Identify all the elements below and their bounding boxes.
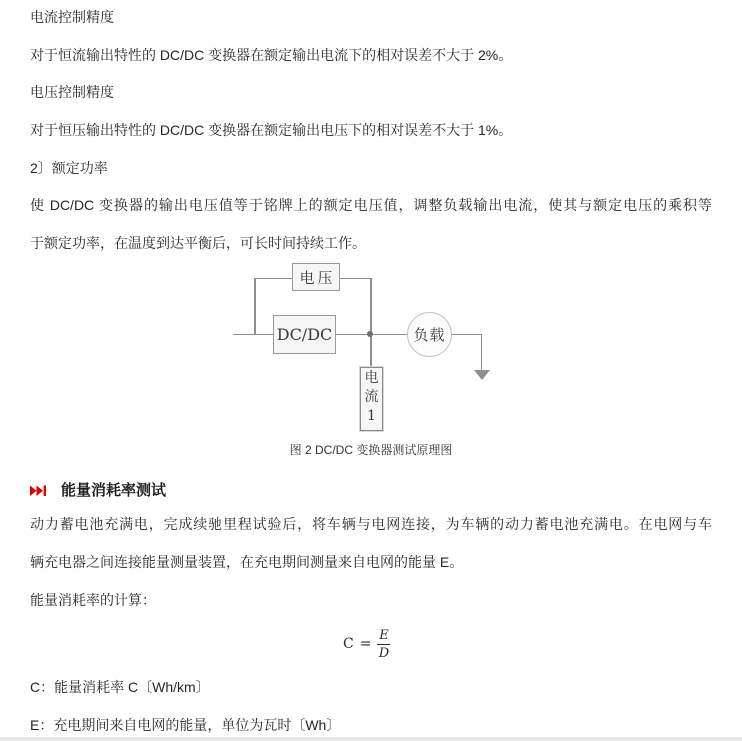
- junction-dot: [367, 331, 373, 337]
- fraction-bar: [377, 644, 390, 645]
- definition-e: E：充电期间来自电网的能量，单位为瓦时〔Wh〕: [30, 717, 341, 733]
- energy-section-title: 能量消耗率测试: [61, 482, 167, 499]
- current-precision-body: 对于恒流输出特性的 DC/DC 变换器在额定输出电流下的相对误差不大于 2%。: [30, 47, 513, 63]
- wire-input: [233, 334, 273, 336]
- wire-branch-right-vertical: [370, 278, 372, 368]
- definition-c: C：能量消耗率 C〔Wh/km〕: [30, 679, 210, 695]
- figure-caption: 图 2 DC/DC 变换器测试原理图: [289, 443, 453, 457]
- formula-lhs: C: [343, 636, 354, 652]
- wire-to-ground: [481, 334, 483, 372]
- energy-body-line1: 动力蓄电池充满电，完成续驰里程试验后，将车辆与电网连接，为车辆的动力蓄电池充满电。在电网与车: [30, 516, 712, 532]
- dcdc-converter-box: DC/DC: [273, 315, 336, 354]
- dcdc-test-schematic: [230, 260, 510, 445]
- formula-denominator: D: [378, 645, 390, 661]
- voltage-precision-body: 对于恒压输出特性的 DC/DC 变换器在额定输出电压下的相对误差不大于 1%。: [30, 122, 513, 138]
- formula-numerator: E: [379, 627, 389, 643]
- fast-forward-icon: [30, 485, 47, 497]
- formula-equals: =: [359, 636, 372, 652]
- energy-section-header: [30, 481, 166, 501]
- wire-load-out: [452, 334, 482, 336]
- current-precision-title: 电流控制精度: [30, 9, 114, 25]
- ground-icon: [472, 368, 492, 387]
- load-circle: 负载: [407, 312, 452, 357]
- voltage-meter-box: 电压: [292, 263, 340, 291]
- rated-power-heading: 2〕额定功率: [30, 160, 108, 176]
- voltage-precision-title: 电压控制精度: [30, 84, 114, 100]
- energy-body-line2: 辆充电器之间连接能量测量装置，在充电期间测量来自电网的能量 E。: [30, 554, 464, 570]
- formula-fraction: [377, 628, 390, 661]
- rated-power-body-line1: 使 DC/DC 变换器的输出电压值等于铭牌上的额定电压值，调整负载输出电流，使其与额定电压的乘积等: [30, 197, 712, 213]
- page-bottom-edge: [0, 737, 742, 741]
- current-meter-box: 电流1: [360, 367, 383, 431]
- wire-branch-right-horizontal: [340, 278, 371, 280]
- energy-rate-formula: [343, 627, 390, 661]
- rated-power-body-line2: 于额定功率，在温度到达平衡后，可长时间持续工作。: [30, 235, 366, 251]
- wire-branch-left-vertical: [254, 278, 256, 335]
- wire-branch-left-horizontal: [254, 278, 292, 280]
- energy-calc-label: 能量消耗率的计算：: [30, 592, 156, 608]
